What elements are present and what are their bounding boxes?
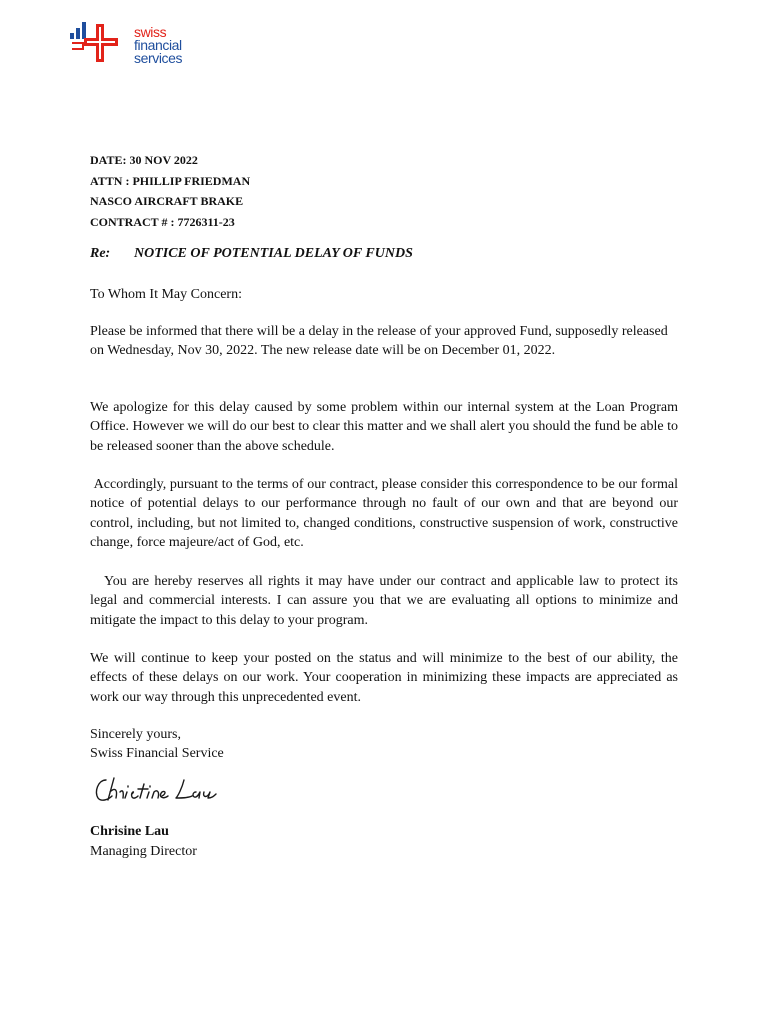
subject-text: NOTICE OF POTENTIAL DELAY OF FUNDS (134, 246, 413, 261)
letter-company: NASCO AIRCRAFT BRAKE (90, 194, 244, 208)
paragraph-3: Accordingly, pursuant to the terms of our contract, please consider this correspondence to be our formal notice of potential delays to our performance through no fault of our own and that are beyond our control, including, but not limited to, changed conditions, constructive suspension of work, constructive change, force majeure/act of God, etc. (90, 477, 682, 550)
logo-word-financial: financial (134, 37, 182, 53)
subject-line (90, 246, 413, 262)
closing-company: Swiss Financial Service (90, 746, 224, 761)
paragraph-4 (90, 572, 678, 630)
subject-label: Re: (90, 246, 111, 261)
signer-name: Chrisine Lau (90, 824, 169, 839)
paragraph-4-text: You are hereby reserves all rights it may have under our contract and applicable law to protect its legal and commercial interests. I can assure you that we are evaluating all options to minimize and mitigate the impact to this delay to your program. (90, 574, 678, 628)
letter-header (90, 150, 250, 232)
letter-contract: CONTRACT # : 7726311-23 (90, 214, 235, 229)
signer-block (90, 822, 197, 861)
logo-word-swiss: swiss (134, 24, 167, 40)
logo-wordmark (134, 26, 182, 65)
paragraph-1: Please be informed that there will be a delay in the release of your approved Fund, supposedly released on Wednesday, Nov 30, 2022. The new release date will be on December 01, 2022. (90, 324, 668, 359)
signer-title: Managing Director (90, 843, 197, 859)
paragraph-2: We apologize for this delay caused by some problem within our internal system at the Loan Program Office. However we will do our best to clear this matter and we shall alert you should the fund be able to be released sooner than the above schedule. (90, 400, 678, 454)
letter-date: DATE: 30 NOV 2022 (90, 153, 198, 167)
closing-salutation: Sincerely yours, (90, 727, 181, 742)
handwritten-signature (92, 770, 242, 810)
letter-attn: ATTN : PHILLIP FRIEDMAN (90, 173, 251, 188)
company-logo (70, 20, 210, 70)
closing (90, 725, 224, 763)
paragraph-5: We will continue to keep your posted on the status and will minimize to the best of our ability, the effects of these delays on our work. Your cooperation in minimizing these impacts are appreciated as work our way through this unprecedented event. (90, 651, 678, 705)
swiss-cross-logo-icon (70, 20, 120, 68)
greeting: To Whom It May Concern: (90, 287, 242, 302)
logo-word-services: services (134, 50, 183, 66)
